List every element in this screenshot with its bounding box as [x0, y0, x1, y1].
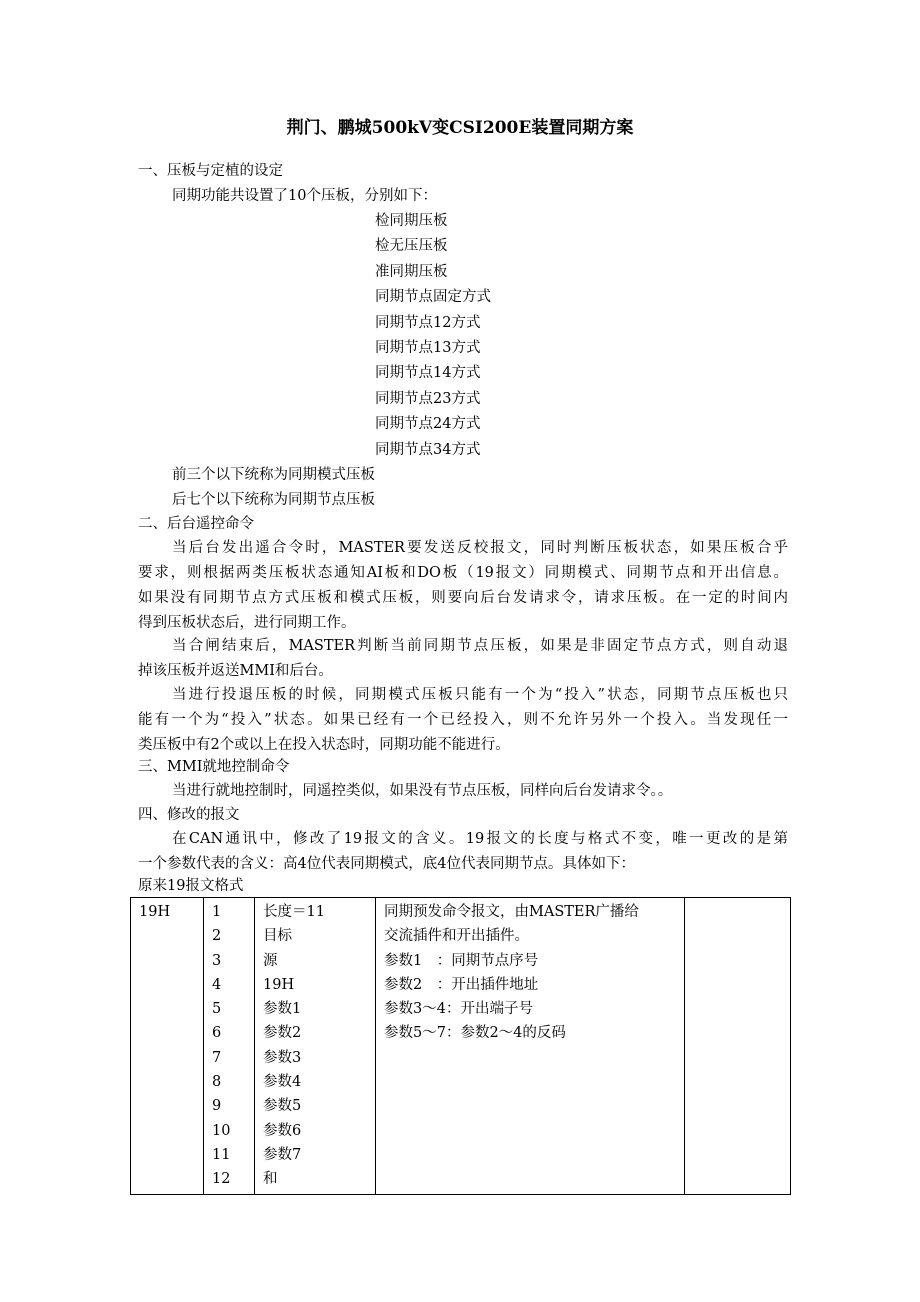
plate-item: 同期节点23方式 — [375, 390, 481, 407]
plate-item: 同期节点13方式 — [375, 340, 481, 356]
description-line: 参数5～7：参数2～4的反码 — [384, 1025, 566, 1042]
section2-paragraph1 — [138, 536, 788, 636]
byte-field: 参数7 — [263, 1146, 302, 1163]
byte-number: 8 — [212, 1074, 222, 1091]
plate-item: 同期节点固定方式 — [375, 289, 491, 306]
byte-number: 11 — [212, 1146, 231, 1163]
description-line: 交流插件和开出插件。 — [384, 928, 529, 945]
text-line: 要求，则根据两类压板状态通知AI板和DO板（19报文）同期模式、同期节点和开出信息。 — [138, 565, 788, 581]
plate-item: 同期节点14方式 — [375, 365, 481, 382]
byte-field: 参数1 — [263, 1001, 302, 1018]
message-code-cell — [131, 898, 204, 1195]
byte-field: 参数6 — [263, 1122, 302, 1139]
section3-paragraph: 当进行就地控制时，同遥控类似，如果没有节点压板，同样向后台发请求令。。 — [172, 783, 673, 799]
byte-field: 19H — [263, 976, 295, 993]
byte-number: 2 — [212, 928, 222, 945]
text-line: 得到压板状态后，进行同期工作。 — [138, 615, 356, 631]
message-format-table — [130, 897, 791, 1195]
text-line: 掉该压板并返送MMI和后台。 — [138, 663, 333, 679]
byte-field: 参数4 — [263, 1074, 302, 1091]
plate-item: 准同期压板 — [375, 263, 448, 280]
description-line: 参数1 ：同期节点序号 — [384, 952, 539, 969]
byte-number: 3 — [212, 952, 222, 969]
byte-number: 12 — [212, 1171, 231, 1188]
byte-number: 5 — [212, 1001, 222, 1018]
byte-number: 7 — [212, 1049, 222, 1066]
description-cell — [376, 898, 685, 1195]
plate-item: 检无压压板 — [375, 238, 448, 255]
byte-field: 源 — [263, 952, 278, 969]
text-line: 在CAN通讯中，修改了19报文的含义。19报文的长度与格式不变，唯一更改的是第 — [172, 831, 788, 847]
byte-number: 9 — [212, 1098, 222, 1115]
section1-note2: 后七个以下统称为同期节点压板 — [172, 492, 375, 508]
table-row — [131, 898, 791, 1195]
byte-number: 10 — [212, 1122, 231, 1139]
byte-field: 长度＝11 — [263, 904, 325, 920]
section4-heading: 四、修改的报文 — [138, 807, 240, 823]
byte-number: 6 — [212, 1025, 222, 1042]
document-title: 荆门、鹏城500kV变CSI200E装置同期方案 — [286, 118, 634, 138]
message-code: 19H — [139, 904, 171, 920]
section2-paragraph3 — [138, 683, 788, 758]
remark-text — [693, 900, 782, 924]
byte-field: 目标 — [263, 928, 292, 945]
byte-field: 和 — [263, 1171, 278, 1188]
byte-field: 参数2 — [263, 1025, 302, 1042]
section4-paragraph — [138, 827, 788, 877]
section1-heading: 一、压板与定植的设定 — [138, 163, 283, 179]
plate-item: 同期节点24方式 — [375, 416, 481, 433]
description-line: 参数2 ：开出插件地址 — [384, 976, 539, 993]
text-line: 类压板中有2个或以上在投入状态时，同期功能不能进行。 — [138, 737, 510, 753]
table-caption: 原来19报文格式 — [138, 878, 244, 894]
byte-field: 参数5 — [263, 1098, 302, 1115]
text-line: 当后台发出遥合令时，MASTER要发送反校报文，同时判断压板状态，如果压板合乎 — [172, 540, 788, 556]
text-line: 一个参数代表的含义：高4位代表同期模式，底4位代表同期节点。具体如下： — [138, 856, 635, 872]
plate-item: 同期节点34方式 — [375, 441, 481, 458]
description-line: 同期预发命令报文，由MASTER广播给 — [384, 904, 639, 920]
byte-field: 参数3 — [263, 1049, 302, 1066]
byte-number: 1 — [212, 904, 222, 920]
byte-number: 4 — [212, 976, 222, 993]
description-line: 参数3～4：开出端子号 — [384, 1001, 533, 1018]
plate-item: 检同期压板 — [375, 213, 448, 229]
plate-item: 同期节点12方式 — [375, 314, 481, 331]
section2-heading: 二、后台遥控命令 — [138, 516, 254, 532]
text-line: 当合闸结束后，MASTER判断当前同期节点压板，如果是非固定节点方式，则自动退 — [172, 638, 788, 654]
text-line: 能有一个为“投入”状态。如果已经有一个已经投入，则不允许另外一个投入。当发现任一 — [138, 712, 788, 728]
section1-note1: 前三个以下统称为同期模式压板 — [172, 467, 375, 483]
byte-number-cell — [204, 898, 255, 1195]
section2-paragraph2 — [138, 634, 788, 684]
text-line: 如果没有同期节点方式压板和模式压板，则要向后台发请求令，请求压板。在一定的时间内 — [138, 590, 788, 606]
remark-cell — [685, 898, 791, 1195]
text-line: 当进行投退压板的时候，同期模式压板只能有一个为“投入”状态，同期节点压板也只 — [172, 687, 788, 703]
section1-intro: 同期功能共设置了10个压板，分别如下： — [172, 188, 437, 204]
byte-field-cell — [255, 898, 376, 1195]
section3-heading: 三、MMI就地控制命令 — [138, 759, 290, 775]
